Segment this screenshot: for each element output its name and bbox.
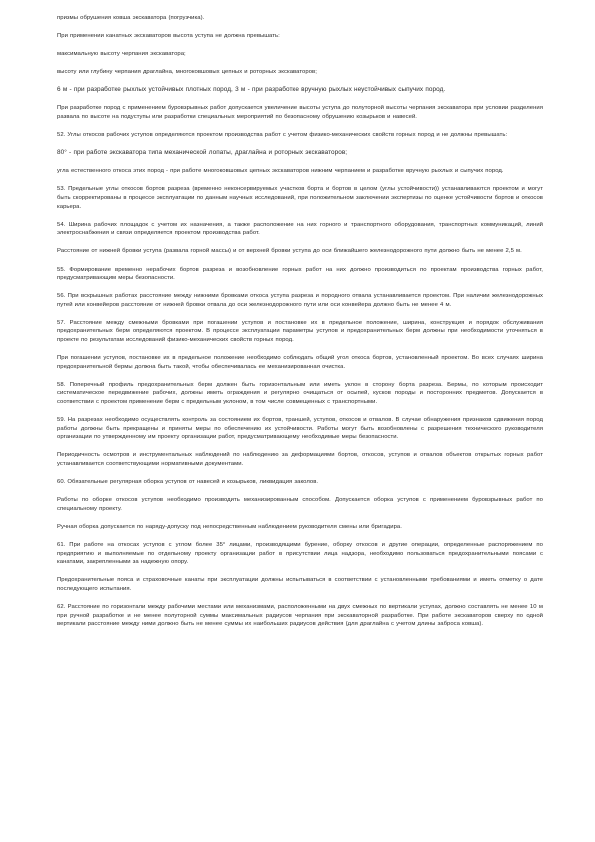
paragraph-max-digging-height: максимальную высоту черпания экскаватора;	[57, 51, 186, 58]
paragraph-60-scaling: 60. Обязательные регулярная оборка уступов от навесей и козырьков, ликвидация заколов.	[57, 479, 319, 486]
paragraph-blasting-height: При разработке пород с применением буровзрывных работ допускается увеличение высоты уступа до полуторной высоты черпания экскаватора при условии разделения развала по высоте на подуступы или разработки специальных мероприятий по безопасному обрушению козырьков и навесей.	[57, 105, 543, 121]
paragraph-61-safety-belts: 61. При работе на откосах уступов с углом более 35° лицами, производящими бурение, оборку откосов и другие операции, определенные распоряжением по предприятию и выполняемые по отдельному проекту организации работ в присутствии лица надзора, необходимо пользоваться предохранительными поясами с канатами, закрепленными за надежную опору.	[57, 541, 543, 566]
paragraph-belt-testing: Предохранительные пояса и страховочные канаты при эксплуатации должны испытываться в соответствии с установленными требованиями и иметь отметку о дате последующего испытания.	[57, 577, 543, 592]
paragraph-57-safety-berms: 57. Расстояние между смежными бровками при погашении уступов и постановке их в предельное положение, ширина, конструкция и порядок обслуживания предохранительных берм определяются проектом. В процессе эксплуатации параметры уступов и предохранительных берм должны при необходимости уточняться в проекте по результатам исследований физико-механических свойств горных пород.	[57, 319, 543, 344]
paragraph-berm-width: При погашении уступов, постановке их в предельное положение необходимо соблюдать общий угол откоса бортов, установленный проектом. Во всех случаях ширина предохранительной бермы должна быть такой, чтобы обеспечивалась ее механизированная очистка.	[57, 355, 543, 370]
paragraph-mechanized-scaling: Работы по оборке откосов уступов необходимо производить механизированным способом. Допускается оборка уступов с применением буровзрывных работ по специальному проекту.	[57, 497, 543, 512]
paragraph-54-platform-width: 54. Ширина рабочих площадок с учетом их назначения, а также расположение на них горного и транспортного оборудования, транспортных коммуникаций, линий электроснабжения и связи определяется проектом производства работ.	[57, 221, 543, 237]
paragraph-manual-scaling: Ручная оборка допускается по наряду-допуску под непосредственным наблюдением руководителя смены или бригадира.	[57, 523, 402, 530]
paragraph-natural-slope-angle: угла естественного откоса этих пород - при работе многоковшовых цепных экскаваторов нижним черпанием и разработке вручную рыхлых и сыпучих пород.	[57, 168, 504, 175]
paragraph-dragline-height: высоту или глубину черпания драглайна, многоковшовых цепных и роторных экскаваторов;	[57, 69, 317, 76]
paragraph-80-degrees: 80° - при работе экскаватора типа механической лопаты, драглайна и роторных экскаваторов;	[57, 149, 348, 157]
paragraph-inspection-frequency: Периодичность осмотров и инструментальных наблюдений по наблюдению за деформациями бортов, откосов, уступов и отвалов объектов открытых горных работ устанавливается соответствующими нормативными документами.	[57, 452, 543, 467]
paragraph-59-monitoring: 59. На разрезах необходимо осуществлять контроль за состоянием их бортов, траншей, уступов, откосов и отвалов. В случае обнаружения признаков сдвижения пород работы должны быть прекращены и приняты меры по обеспечению их устойчивости. Работы могут быть возобновлены с разрешения технического руководителя организации по утвержденному им проекту организации работ, предусматривающему необходимые меры безопасности.	[57, 417, 543, 441]
paragraph-height-limits-intro: При применении канатных экскаваторов высота уступа не должна превышать:	[57, 33, 280, 40]
paragraph-rail-distance: Расстояние от нижней бровки уступа (развала горной массы) и от верхней бровки уступа до оси ближайшего железнодорожного пути должно быть не менее 2,5 м.	[57, 248, 522, 255]
paragraph-62-horizontal-distance: 62. Расстояние по горизонтали между рабочими местами или механизмами, расположенными на двух смежных по вертикали уступах, должно составлять не менее 10 м при ручной разработке и не менее полуторной суммы максимальных радиусов черпания при экскаваторной разработке. При работе экскаваторов сверху по одной вертикали расстояние между ними должно быть не менее суммы их наибольших радиусов действия (для драглайна с учетом длины заброса ковша).	[57, 603, 543, 628]
paragraph-52-slope-angles: 52. Углы откосов рабочих уступов определяются проектом производства работ с учетом физико-механических свойств горных пород и не должны превышать:	[57, 132, 508, 139]
paragraph-loose-rock-height: 6 м - при разработке рыхлых устойчивых плотных пород, 3 м - при разработке вручную рыхлых неустойчивых сыпучих пород.	[57, 86, 446, 94]
paragraph-continuation: призмы обрушения ковша экскаватора (погрузчика).	[57, 15, 205, 21]
paragraph-55-non-working-sides: 55. Формирование временно нерабочих бортов разреза и возобновление горных работ на них должно производиться по проектам производства горных работ, предусматривающим меры безопасности.	[57, 266, 543, 282]
paragraph-58-berm-profile: 58. Поперечный профиль предохранительных берм должен быть горизонтальным или иметь уклон в сторону борта разреза. Бермы, по которым происходит систематическое передвижение рабочих, должны иметь ограждения и регулярно очищаться от осыпей, кусков породы и посторонних предметов. Допускается в соответствии с проектом применение берм с предельным уклоном, в том числе совмещенных с транспортными.	[57, 381, 543, 406]
paragraph-53-limit-angles: 53. Предельные углы откосов бортов разреза (временно неконсервируемых участков борта и бортов в целом (углы устойчивости)) устанавливаются проектом и могут быть скорректированы в процессе эксплуатации по данным научных исследований, при положительном заключении экспертизы по оценке устойчивости бортов и откосов карьера.	[57, 186, 543, 210]
paragraph-56-stripping-distance: 56. При вскрышных работах расстояние между нижними бровками откоса уступа разреза и породного отвала устанавливается проектом. При наличии железнодорожных путей или конвейеров расстояние от нижней бровки отвала до оси железнодорожного пути или оси конвейера должно быть не менее 4 м.	[57, 293, 543, 308]
